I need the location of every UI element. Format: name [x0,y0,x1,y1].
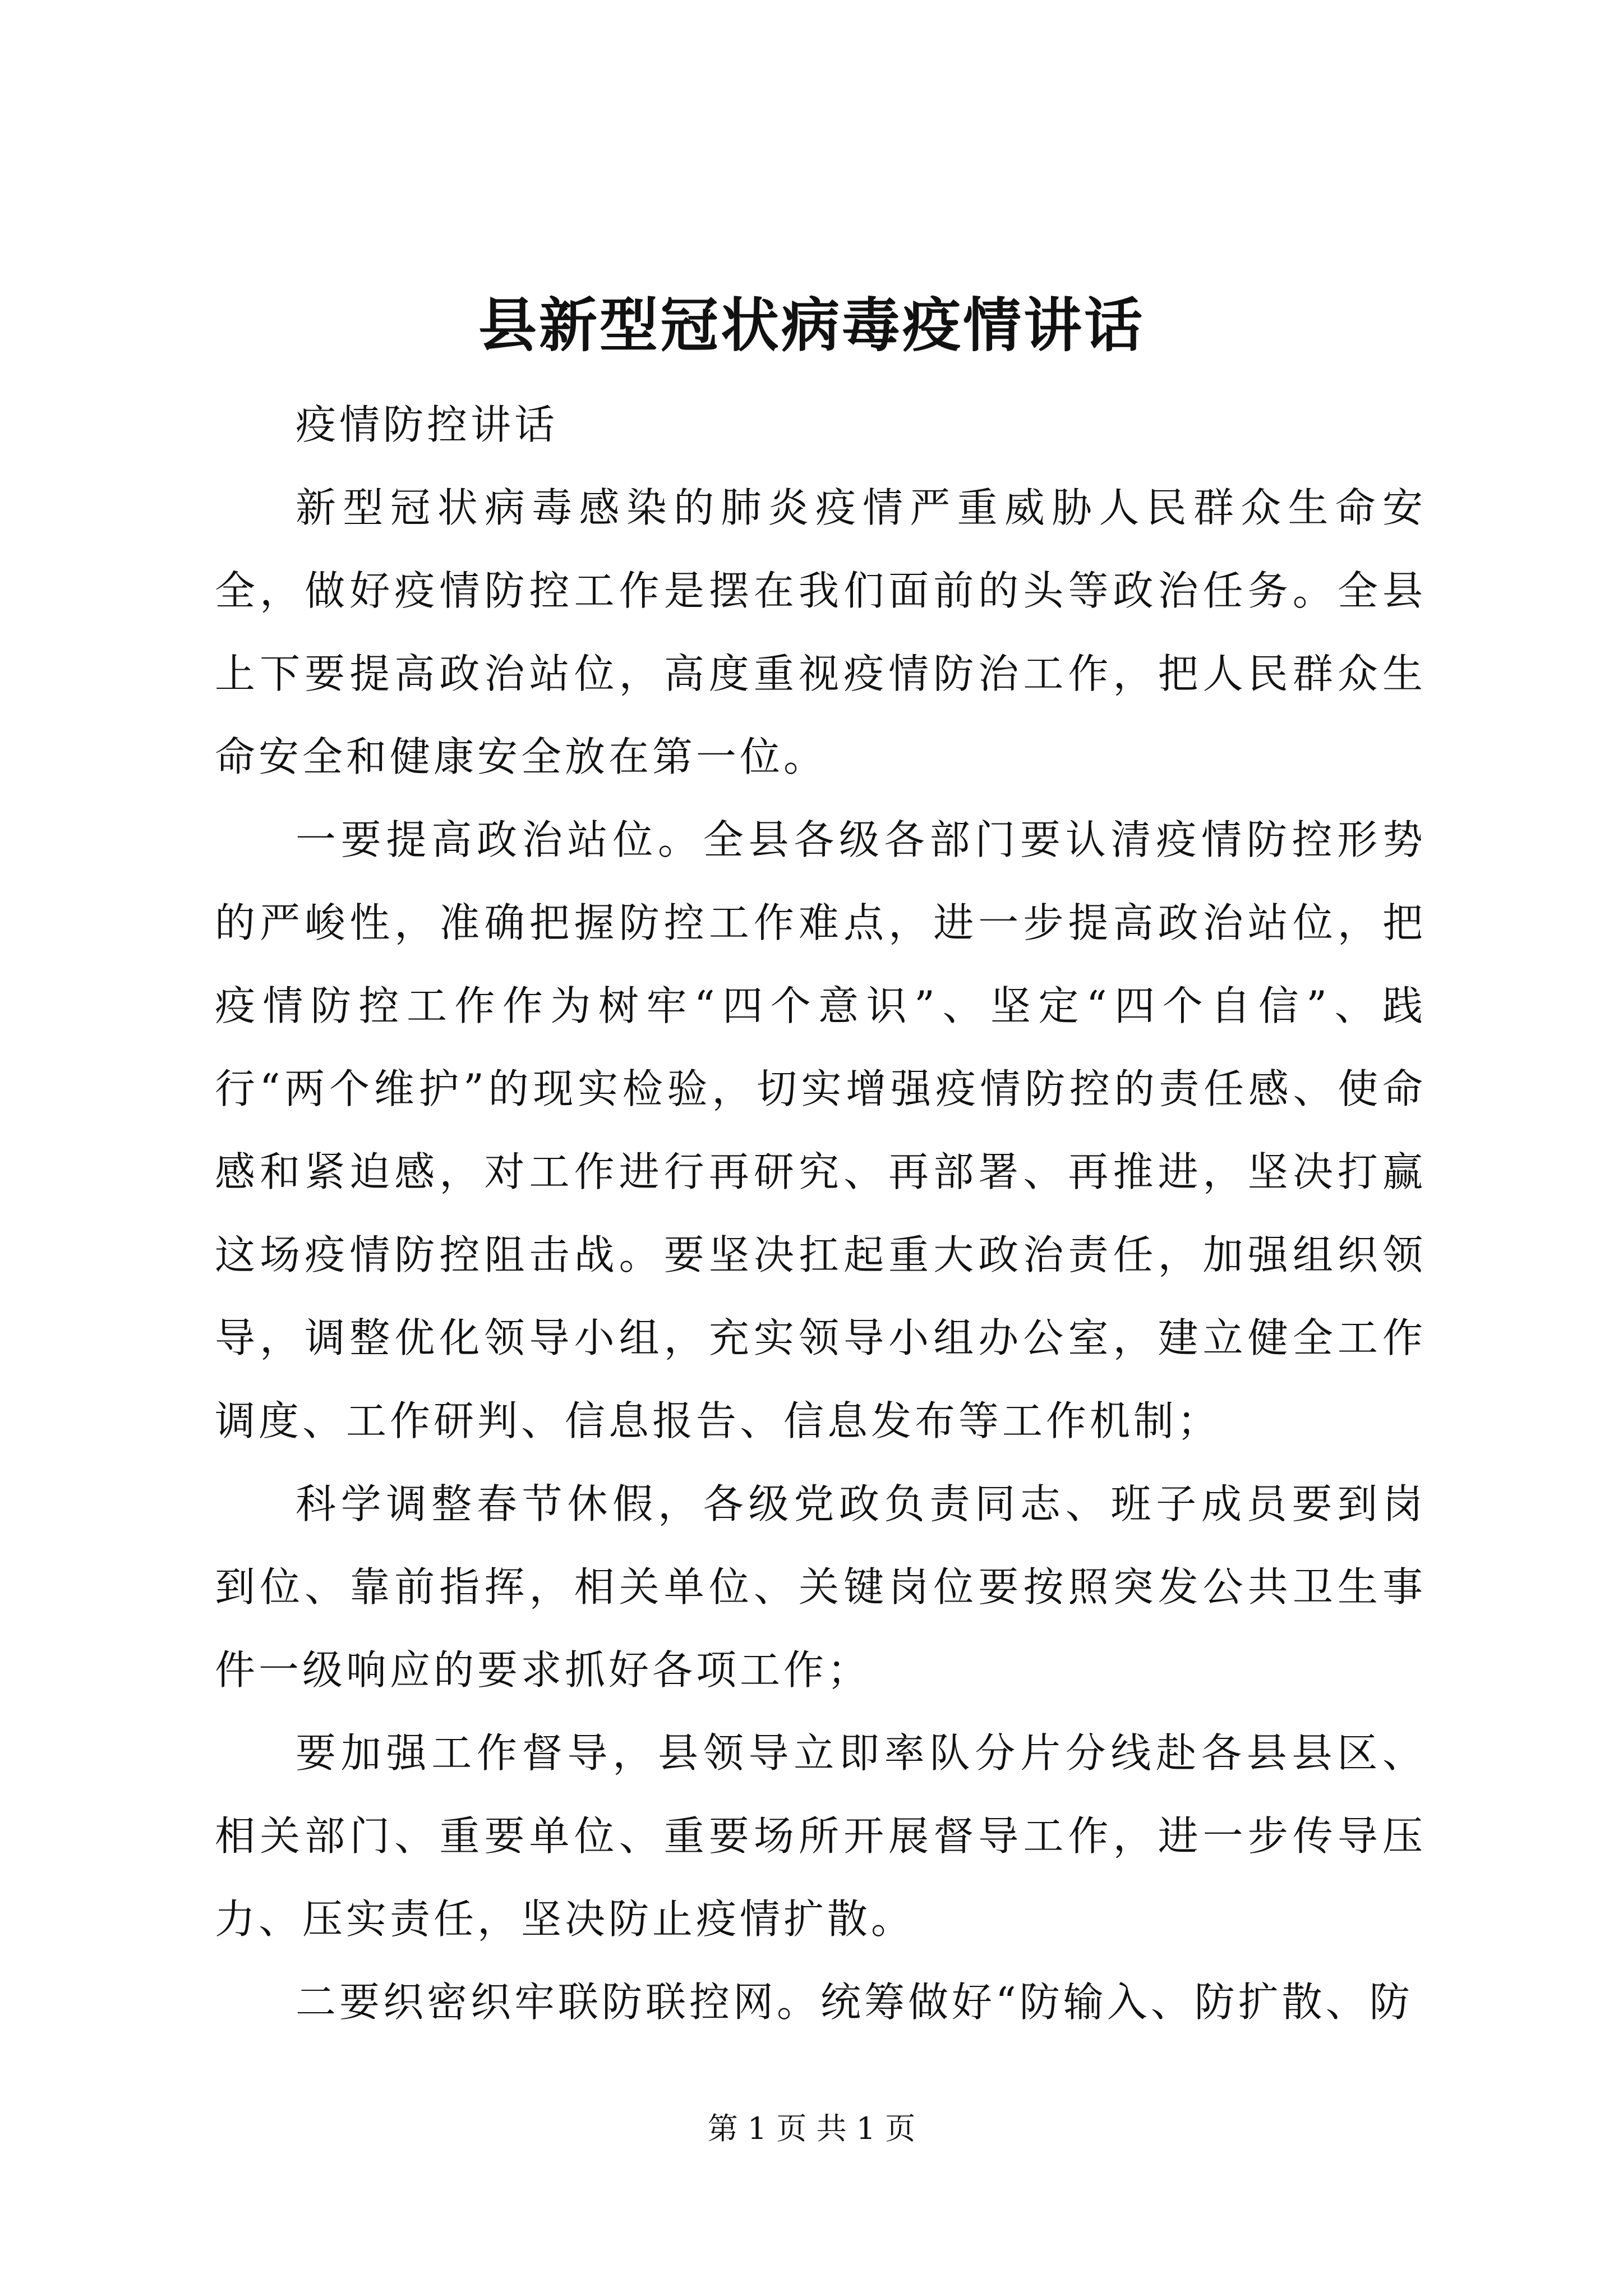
page-footer: 第 1 页 共 1 页 [707,2111,916,2146]
subtitle-paragraph: 疫情防控讲话 [296,401,559,448]
supervision-paragraph: 要加强工作督导，县领导立即率队分片分线赴各县县区、相关部门、重要单位、重要场所开展督导工作，进一步传导压力、压实责任，坚决防止疫情扩散。 [215,1729,1426,1943]
section-one-paragraph: 一要提高政治站位。全县各级各部门要认清疫情防控形势的严峻性，准确把握防控工作难点，进一步提高政治站位，把疫情防控工作作为树牢“四个意识”、坚定“四个自信”、践行“两个维护”的现实检验，切实增强疫情防控的责任感、使命感和紧迫感，对工作进行再研究、再部署、再推进，坚决打赢这场疫情防控阻击战。要坚决扛起重大政治责任，加强组织领导，调整优化领导小组，充实领导小组办公室，建立健全工作调度、工作研判、信息报告、信息发布等工作机制； [215,816,1426,1444]
document-body [215,383,1426,2044]
intro-paragraph: 新型冠状病毒感染的肺炎疫情严重威胁人民群众生命安全，做好疫情防控工作是摆在我们面前的头等政治任务。全县上下要提高政治站位，高度重视疫情防治工作，把人民群众生命安全和健康安全放在第一位。 [215,484,1426,780]
section-two-paragraph: 二要织密织牢联防联控网。统筹做好“防输入、防扩散、防 [296,1978,1413,2026]
document-title: 县新型冠状病毒疫情讲话 [478,291,1145,360]
holiday-paragraph: 科学调整春节休假，各级党政负责同志、班子成员要到岗到位、靠前指挥，相关单位、关键岗位要按照突发公共卫生事件一级响应的要求抓好各项工作； [215,1480,1426,1694]
